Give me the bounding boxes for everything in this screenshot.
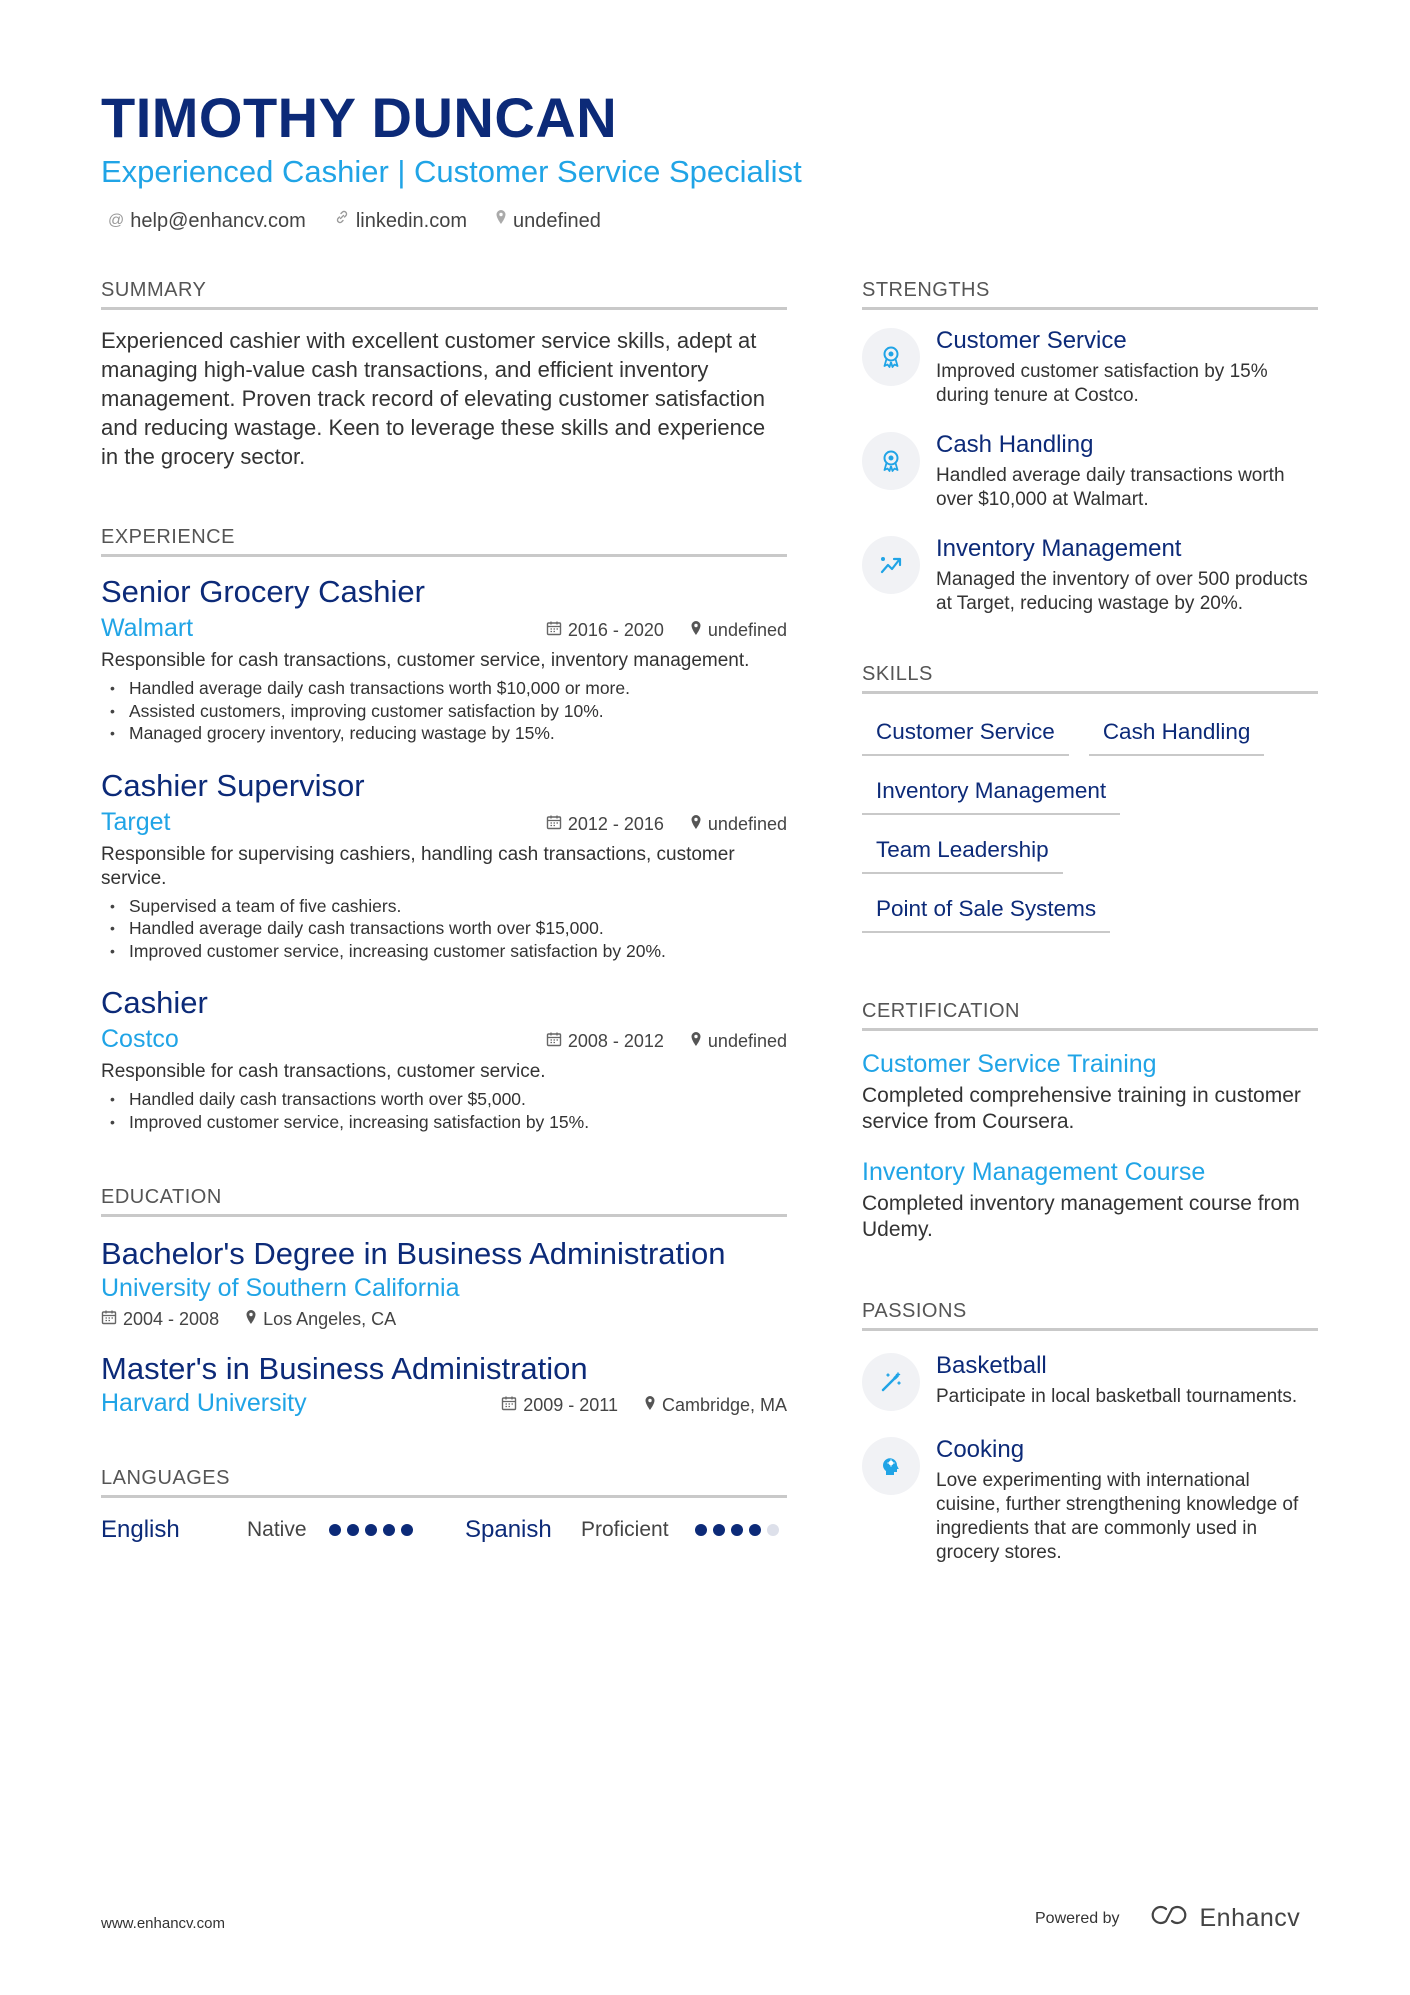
bullet-item: • Improved customer service, increasing customer satisfaction by 20%.	[101, 940, 787, 963]
strength-desc: Improved customer satisfaction by 15% during tenure at Costco.	[936, 361, 1268, 406]
calendar-icon	[546, 1031, 562, 1052]
contact-location	[495, 208, 601, 234]
candidate-title: Experienced Cashier | Customer Service Specialist	[101, 154, 802, 189]
passions-heading: PASSIONS	[862, 1299, 1318, 1331]
cert-desc: Completed comprehensive training in customer service from Coursera.	[862, 1084, 1301, 1133]
brand-logo[interactable]	[1146, 1903, 1301, 1934]
location-text: undefined	[513, 210, 601, 232]
job-company: Costco	[101, 1025, 179, 1053]
award-icon	[862, 328, 920, 386]
job-dates: 2012 - 2016	[567, 813, 664, 834]
linkedin-text: linkedin.com	[355, 210, 468, 232]
experience-item	[101, 984, 787, 1133]
head-idea-icon	[862, 1437, 920, 1495]
calendar-icon	[546, 814, 562, 835]
job-role: Cashier Supervisor	[101, 767, 365, 803]
language-name: English	[101, 1516, 180, 1543]
footer-branding	[1035, 1903, 1300, 1934]
job-bullets	[101, 895, 787, 963]
strength-item	[862, 430, 1318, 512]
passion-title: Cooking	[936, 1436, 1025, 1463]
rating-dot-filled	[347, 1524, 359, 1536]
strength-desc: Managed the inventory of over 500 products at Target, reducing wastage by 20%.	[936, 569, 1308, 614]
job-company: Target	[101, 807, 171, 836]
bullet-item: • Improved customer service, increasing satisfaction by 15%.	[101, 1111, 787, 1134]
language-rating	[329, 1524, 413, 1536]
experience-heading: EXPERIENCE	[101, 525, 787, 557]
location-pin-icon	[245, 1309, 257, 1330]
calendar-icon	[501, 1395, 517, 1416]
job-role: Cashier	[101, 985, 208, 1020]
bullet-item: • Handled average daily cash transactions worth over $15,000.	[101, 917, 787, 940]
skill-tag: Team Leadership	[862, 836, 1063, 874]
email-text: help@enhancv.com	[130, 210, 306, 232]
contact-email[interactable]	[108, 208, 306, 234]
job-location: undefined	[707, 1031, 787, 1051]
bullet-item: • Handled daily cash transactions worth over $5,000.	[101, 1088, 787, 1111]
job-location: undefined	[707, 620, 787, 640]
candidate-name: TIMOTHY DUNCAN	[101, 86, 618, 149]
cert-title: Customer Service Training	[862, 1050, 1157, 1078]
language-level: Proficient	[581, 1518, 669, 1541]
passion-item	[862, 1351, 1318, 1411]
enhancv-logo-icon	[1146, 1903, 1192, 1934]
rating-dot-filled	[695, 1524, 707, 1536]
strength-item	[862, 534, 1318, 616]
education-item	[101, 1350, 787, 1418]
award-icon	[862, 432, 920, 490]
edu-location: Cambridge, MA	[661, 1395, 787, 1415]
rating-dot-filled	[365, 1524, 377, 1536]
rating-dot-filled	[329, 1524, 341, 1536]
skill-tag: Cash Handling	[1089, 718, 1265, 756]
cert-desc: Completed inventory management course from Udemy.	[862, 1192, 1300, 1241]
rating-dot-filled	[401, 1524, 413, 1536]
edu-school: Harvard University	[101, 1389, 307, 1417]
skill-tag: Inventory Management	[862, 777, 1120, 815]
strengths-heading: STRENGTHS	[862, 278, 1318, 310]
job-description: Responsible for supervising cashiers, handling cash transactions, customer service.	[101, 843, 735, 889]
rating-dot-empty	[767, 1524, 779, 1536]
location-pin-icon	[690, 620, 702, 641]
job-company: Walmart	[101, 614, 194, 642]
job-description: Responsible for cash transactions, customer service, inventory management.	[101, 650, 750, 671]
rating-dot-filled	[731, 1524, 743, 1536]
calendar-icon	[101, 1309, 117, 1330]
skills-list	[862, 718, 1318, 933]
contact-bar	[108, 208, 601, 234]
cert-title: Inventory Management Course	[862, 1158, 1206, 1186]
rating-dot-filled	[383, 1524, 395, 1536]
brand-name: Enhancv	[1199, 1904, 1301, 1932]
edu-dates: 2004 - 2008	[123, 1309, 220, 1329]
languages-row	[101, 1516, 787, 1544]
job-dates: 2008 - 2012	[567, 1031, 664, 1051]
skill-tag: Point of Sale Systems	[862, 895, 1110, 933]
certification-heading: CERTIFICATION	[862, 999, 1318, 1031]
edu-location: Los Angeles, CA	[263, 1309, 397, 1329]
right-column	[862, 278, 1318, 1565]
job-description: Responsible for cash transactions, customer service.	[101, 1061, 546, 1082]
location-pin-icon	[644, 1395, 656, 1416]
summary-text: Experienced cashier with excellent customer service skills, adept at managing high-value cash transactions, and efficient inventory management. Proven track record of elevating customer satisfaction and reducing wastage. Keen to leverage these skills and experience in the grocery sector.	[101, 328, 766, 469]
education-heading: EDUCATION	[101, 1185, 787, 1217]
strength-title: Inventory Management	[936, 535, 1182, 562]
skills-heading: SKILLS	[862, 662, 1318, 694]
job-location: undefined	[707, 813, 787, 834]
languages-heading: LANGUAGES	[101, 1466, 787, 1498]
summary-heading: SUMMARY	[101, 278, 787, 310]
education-item	[101, 1235, 787, 1330]
strength-desc: Handled average daily transactions worth over $10,000 at Walmart.	[936, 465, 1285, 510]
certification-item	[862, 1049, 1318, 1135]
passion-item	[862, 1435, 1318, 1565]
left-column	[101, 278, 787, 1544]
job-bullets	[101, 677, 787, 745]
bullet-item: • Supervised a team of five cashiers.	[101, 895, 787, 918]
strength-title: Customer Service	[936, 327, 1127, 354]
bullet-item: • Handled average daily cash transactions worth $10,000 or more.	[101, 677, 787, 700]
skill-tag: Customer Service	[862, 718, 1069, 756]
language-level: Native	[247, 1518, 307, 1541]
location-pin-icon	[495, 208, 507, 234]
edu-degree: Bachelor's Degree in Business Administration	[101, 1236, 726, 1271]
job-bullets	[101, 1088, 787, 1133]
passion-title: Basketball	[936, 1352, 1047, 1379]
strength-item	[862, 326, 1318, 408]
strength-title: Cash Handling	[936, 431, 1094, 458]
bullet-item: • Assisted customers, improving customer satisfaction by 10%.	[101, 700, 787, 723]
bullet-item: • Managed grocery inventory, reducing wastage by 15%.	[101, 722, 787, 745]
experience-item	[101, 573, 787, 745]
edu-school: University of Southern California	[101, 1274, 460, 1302]
powered-by-text: Powered by	[1035, 1909, 1120, 1927]
passion-desc: Love experimenting with international cuisine, further strengthening knowledge of ingredients that are commonly used in grocery stores.	[936, 1470, 1299, 1563]
passion-desc: Participate in local basketball tournaments.	[936, 1386, 1298, 1407]
rating-dot-filled	[749, 1524, 761, 1536]
calendar-icon	[546, 620, 562, 641]
language-rating	[695, 1524, 779, 1536]
chart-arrow-icon	[862, 536, 920, 594]
experience-item	[101, 767, 787, 963]
language-name: Spanish	[465, 1516, 552, 1543]
job-role: Senior Grocery Cashier	[101, 574, 425, 609]
contact-linkedin[interactable]	[334, 208, 467, 234]
link-icon	[334, 208, 350, 234]
edu-degree: Master's in Business Administration	[101, 1351, 588, 1386]
location-pin-icon	[690, 814, 702, 835]
rating-dot-filled	[713, 1524, 725, 1536]
certification-item	[862, 1157, 1318, 1243]
footer-website[interactable]: www.enhancv.com	[101, 1915, 225, 1932]
edu-dates: 2009 - 2011	[523, 1395, 618, 1415]
magic-wand-icon	[862, 1353, 920, 1411]
location-pin-icon	[690, 1031, 702, 1052]
at-icon: @	[108, 212, 125, 229]
job-dates: 2016 - 2020	[567, 620, 664, 640]
